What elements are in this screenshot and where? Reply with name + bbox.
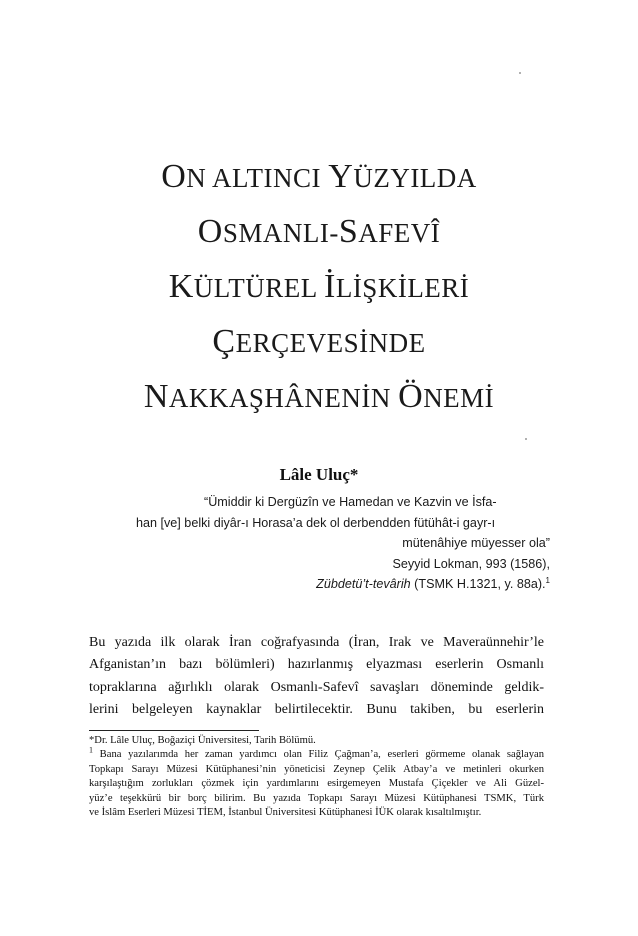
epigraph-line: han [ve] belki diyâr-ı Horasa’a dek ol derbendden fütühât-i gayr-ı bbox=[136, 515, 496, 530]
epigraph-line: “Ümiddir ki Dergüzîn ve Hamedan ve Kazvin ve İsfa- bbox=[204, 495, 497, 509]
footnote-separator bbox=[89, 730, 259, 731]
footnote-line bbox=[89, 745, 544, 762]
footnote-line: ve İslâm Eserleri Müzesi TİEM, İstanbul Üniversitesi Kütüphanesi İÜK olarak kısaltılmıştır. bbox=[89, 807, 482, 819]
scan-speck bbox=[525, 438, 527, 440]
body-line: lerini belgeleyen kaynaklar belirtilecektir. Bunu takiben, bu eserlerin bbox=[89, 701, 544, 717]
footnote-number: 1 bbox=[89, 745, 93, 755]
body-line: topraklarına ağırlıklı olarak Osmanlı-Safevî savaşları döneminde geldik- bbox=[89, 679, 544, 695]
body-line: Afganistan’ın bazı bölümleri) hazırlanmış elyazması eserlerin Osmanlı bbox=[89, 657, 544, 673]
title-line-2: OSMANLI-SAFEVÎ bbox=[197, 213, 441, 250]
source-title: Zübdetü’t-tevârih bbox=[316, 577, 411, 591]
article-title bbox=[60, 150, 578, 425]
footnote-affiliation: *Dr. Lâle Uluç, Boğaziçi Üniversitesi, Tarih Bölümü. bbox=[89, 735, 316, 746]
body-paragraph bbox=[89, 632, 544, 721]
footnotes bbox=[89, 734, 544, 820]
source-reference: (TSMK H.1321, y. 88a). bbox=[410, 577, 546, 591]
footnote-text: Bana yazılarımda her zaman yardımcı olan Filiz Çağman’a, eserleri görmeme olanak sağlayan bbox=[93, 749, 544, 761]
title-line-4: ÇERÇEVESİNDE bbox=[212, 323, 426, 360]
footnote-marker: 1 bbox=[545, 575, 550, 585]
title-line-3: KÜLTÜREL İLİŞKİLERİ bbox=[168, 268, 470, 305]
scan-speck bbox=[519, 72, 521, 74]
body-line: Bu yazıda ilk olarak İran coğrafyasında (İran, Irak ve Maveraünnehir’le bbox=[89, 635, 544, 650]
title-line-5: NAKKAŞHÂNENİN ÖNEMİ bbox=[143, 378, 495, 415]
footnote-line: yüz’e teşekkürü bir borç bilirim. Bu yazıda Topkapı Sarayı Müzesi Kütüphanesi TSMK, Türk bbox=[89, 792, 544, 804]
epigraph-attribution: Seyyid Lokman, 993 (1586), bbox=[392, 556, 550, 571]
epigraph bbox=[136, 492, 550, 595]
footnote-line: karşılaştığım zorlukları çözmek için yardımlarını esirgemeyen Mustafa Çiçekler ve Ali Güzel- bbox=[89, 778, 544, 790]
epigraph-line: mütenâhiye müyesser ola” bbox=[402, 536, 550, 550]
author-name: Lâle Uluç* bbox=[279, 465, 359, 484]
title-line-1: ON ALTINCI YÜZYILDA bbox=[161, 158, 477, 195]
footnote-line: Topkapı Sarayı Müzesi Kütüphanesi’nin yöneticisi Zeynep Çelik Atbay’a ve metinleri okurken bbox=[89, 763, 544, 775]
epigraph-source bbox=[140, 574, 550, 595]
